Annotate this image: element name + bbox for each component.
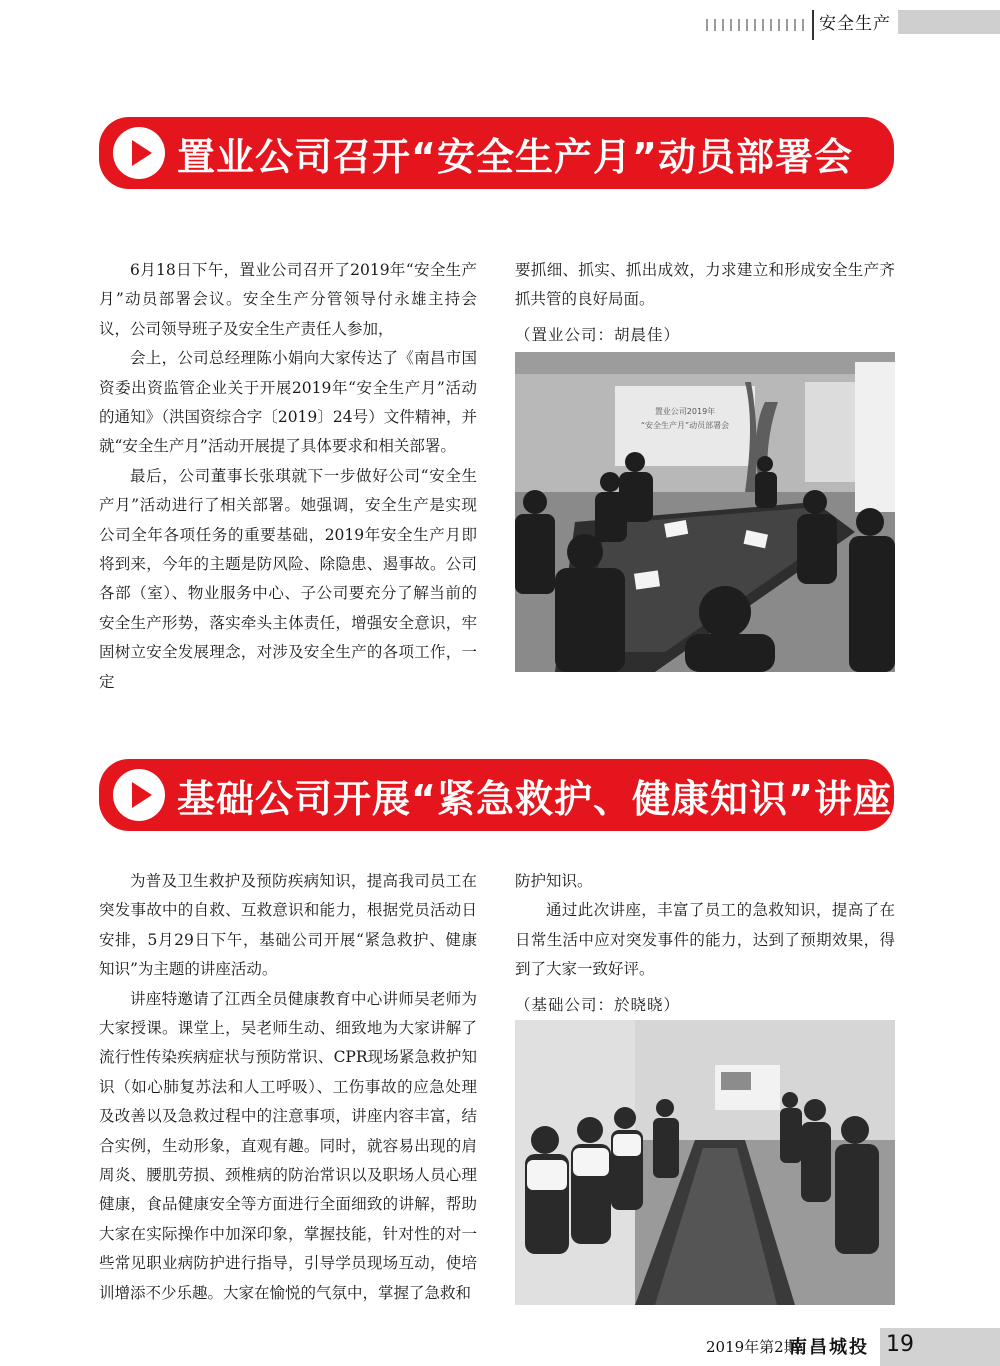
- paragraph: 通过此次讲座，丰富了员工的急救知识，提高了在日常生活中应对突发事件的能力，达到了预期效果，得到了大家一致好评。: [515, 901, 895, 979]
- paragraph: 6月18日下午，置业公司召开了2019年“安全生产月”动员部署会议。安全生产分管领导付永雄主持会议，公司领导班子及安全生产责任人参加，: [99, 261, 477, 338]
- paragraph: 会上，公司总经理陈小娟向大家传达了《南昌市国资委出资监管企业关于开展2019年“安全生产月”活动的通知》（洪国资综合字〔2019〕24号）文件精神，并就“安全生产月”活动开展提了具体要求和相关部署。: [99, 349, 477, 456]
- page-number: 19: [886, 1332, 914, 1357]
- paragraph: 讲座特邀请了江西全员健康教育中心讲师吴老师为大家授课。课堂上，吴老师生动、细致地为大家讲解了流行性传染疾病症状与预防常识、CPR现场紧急救护知识（如心肺复苏法和人工呼吸）、工伤事故的应急处理及改善以及急救过程中的注意事项，讲座内容丰富，结合实例，生动形象，直观有趣。同时，就容易出现的肩周炎、腰肌劳损、颈椎病的防治常识以及职场人员心理健康，食品健康安全等方面进行全面细致的讲解，帮助大家在实际操作中加深印象，掌握技能，针对性的对一些常见职业病防护进行指导，引导学员现场互动，使培训增添不少乐趣。大家在愉悦的气氛中，掌握了急救和: [99, 989, 477, 1302]
- paragraph: 防护知识。: [515, 872, 593, 890]
- paragraph: 最后，公司董事长张琪就下一步做好公司“安全生产月”活动进行了相关部署。她强调，安全生产是实现公司全年各项任务的重要基础，2019年安全生产月即将到来，今年的主题是防风险、除隐患、遏事故。公司各部（室）、物业服务中心、子公司要充分了解当前的安全生产形势，落实牵头主体责任，增强安全意识，牢固树立安全发展理念，对涉及安全生产的各项工作，一定: [99, 466, 477, 691]
- footer-page-box: [880, 1328, 1000, 1366]
- projector-screen-line-1: 置业公司2019年: [654, 407, 716, 416]
- header-divider: [812, 10, 814, 40]
- play-icon: [113, 769, 165, 821]
- article-2-lecture-photo: [515, 1020, 895, 1305]
- article-2-banner: [99, 759, 894, 831]
- header-gray-bar: [898, 10, 1000, 34]
- article-1-banner: [99, 117, 894, 189]
- article-1-credit: （置业公司：胡晨佳）: [515, 325, 681, 344]
- paragraph: 为普及卫生救护及预防疾病知识，提高我司员工在突发事故中的自救、互救意识和能力，根据党员活动日安排，5月29日下午，基础公司开展“紧急救护、健康知识”为主题的讲座活动。: [99, 872, 477, 979]
- article-1-column-1: [99, 256, 477, 697]
- article-1-meeting-photo: [515, 352, 895, 672]
- footer-magazine-name: 南昌城投: [789, 1337, 869, 1358]
- paragraph: 要抓细、抓实、抓出成效，力求建立和形成安全生产齐抓共管的良好局面。: [515, 261, 895, 309]
- article-2-column-2: [515, 867, 895, 1020]
- header-dots-decoration: [706, 19, 806, 31]
- article-2-credit: （基础公司：於晓晓）: [515, 995, 681, 1014]
- lecture-photo-illustration: [515, 1020, 895, 1305]
- footer-issue: 2019年第2期: [706, 1338, 799, 1356]
- section-label: 安全生产: [819, 14, 891, 34]
- article-1-title: 置业公司召开“安全生产月”动员部署会: [177, 134, 853, 179]
- article-2-title: 基础公司开展“紧急救护、健康知识”讲座: [177, 776, 892, 821]
- play-icon: [113, 127, 165, 179]
- article-1-column-2: [515, 256, 895, 350]
- projector-screen-line-2: “安全生产月”动员部署会: [640, 421, 730, 430]
- article-2-column-1: [99, 867, 477, 1308]
- meeting-photo-illustration: [515, 352, 895, 672]
